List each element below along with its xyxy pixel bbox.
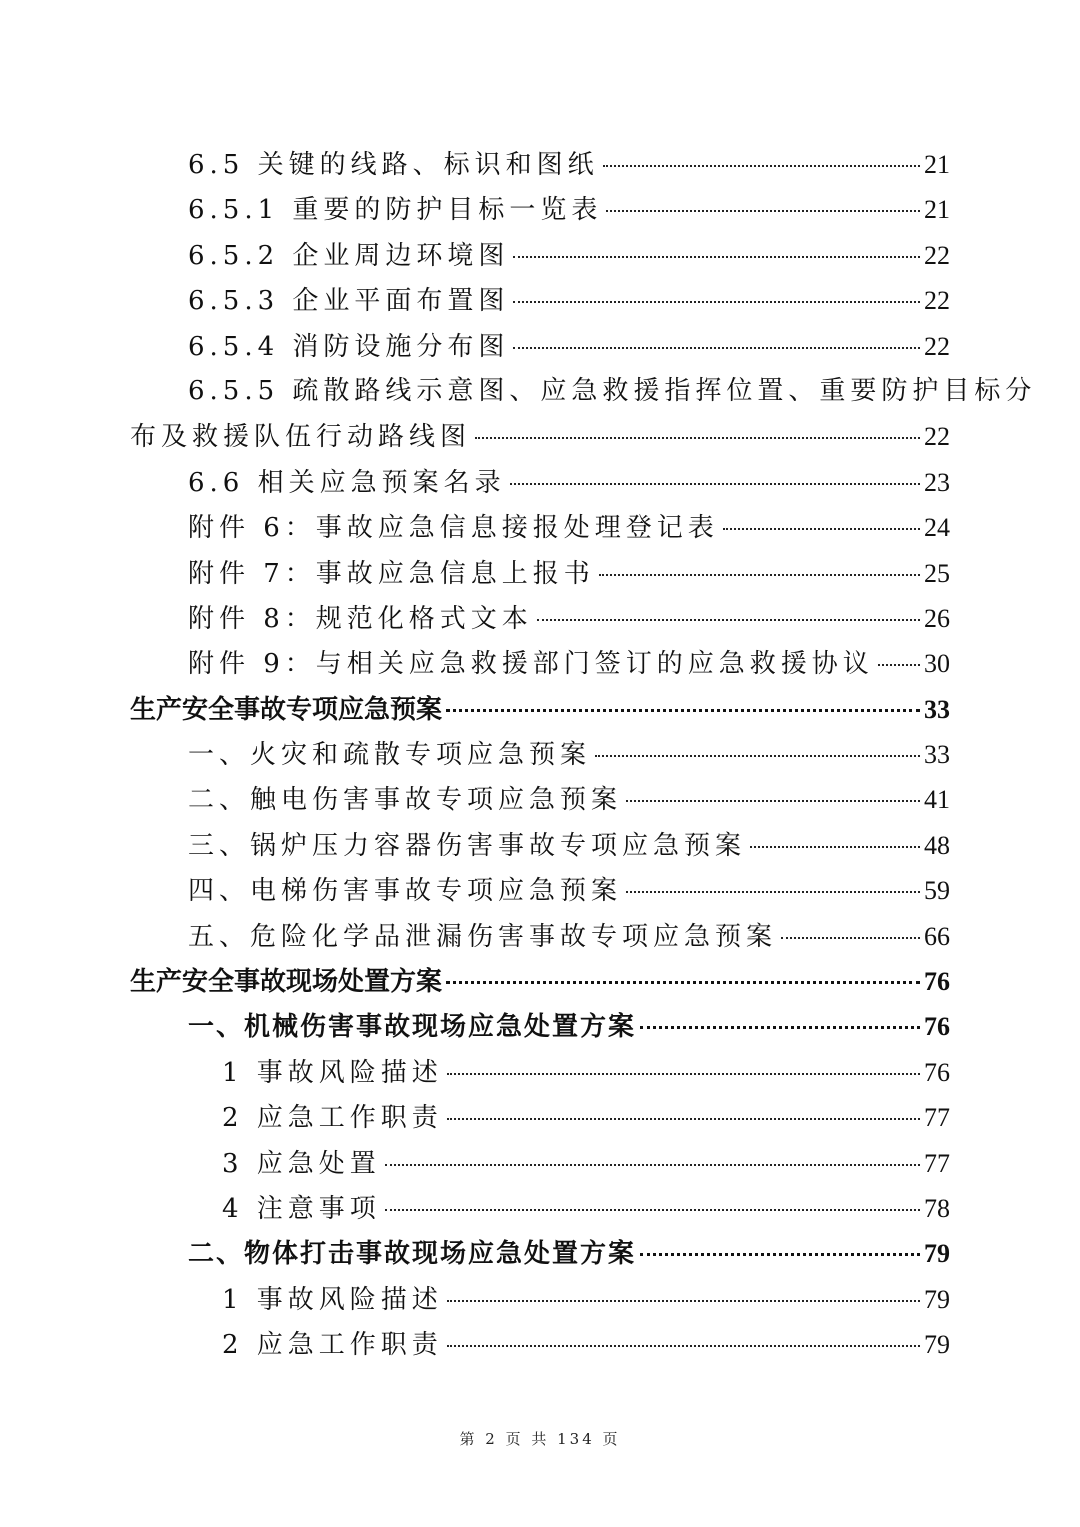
toc-entry-page-number: 59 (924, 876, 950, 906)
toc-entry-title: 二、物体打击事故现场应急处置方案 (188, 1239, 637, 1270)
toc-entry-title: 6.6 相关应急预案名录 (188, 467, 506, 498)
toc-dot-leader (603, 164, 920, 167)
toc-dot-leader (626, 799, 920, 802)
toc-entry-title: 生产安全事故专项应急预案 (130, 694, 443, 725)
toc-entry-page-number: 79 (924, 1330, 950, 1360)
toc-entry-page-number: 79 (924, 1239, 950, 1269)
toc-entry[interactable] (0, 369, 1080, 414)
toc-entry-title: 布及救援队伍行动路线图 (130, 422, 472, 453)
toc-entry-page-number: 21 (924, 195, 950, 225)
toc-entry-page-number: 22 (924, 286, 950, 316)
toc-dot-leader (626, 890, 920, 893)
toc-entry[interactable] (0, 1050, 1080, 1095)
toc-dot-leader (446, 980, 920, 984)
toc-dot-leader (447, 1072, 920, 1075)
toc-entry-page-number: 76 (924, 967, 950, 997)
toc-entry-title: 1 事故风险描述 (222, 1057, 443, 1088)
footer-current-page: 2 (485, 1430, 498, 1448)
toc-dot-leader (385, 1208, 920, 1211)
footer-total-pages: 134 (557, 1430, 595, 1448)
toc-dot-leader (513, 300, 920, 303)
toc-dot-leader (750, 845, 920, 848)
toc-entry[interactable] (0, 1186, 1080, 1231)
toc-entry-title: 四、电梯伤害事故专项应急预案 (188, 876, 623, 907)
toc-entry-title: 一、机械伤害事故现场应急处置方案 (188, 1012, 637, 1043)
footer-middle: 页 共 (505, 1430, 550, 1448)
toc-dot-leader (510, 482, 920, 485)
toc-entry[interactable] (0, 687, 1080, 732)
toc-dot-leader (878, 663, 920, 666)
toc-dot-leader (537, 618, 920, 621)
toc-entry-page-number: 33 (924, 740, 950, 770)
toc-entry-title: 3 应急处置 (222, 1148, 381, 1179)
toc-entry-title: 三、锅炉压力容器伤害事故专项应急预案 (188, 830, 747, 861)
toc-entry-page-number: 41 (924, 785, 950, 815)
toc-dot-leader (781, 936, 920, 939)
toc-entry-title: 6.5.5 疏散路线示意图、应急救援指挥位置、重要防护目标分 (188, 375, 1037, 406)
toc-entry[interactable] (0, 641, 1080, 686)
toc-dot-leader (447, 1344, 920, 1347)
toc-entry[interactable] (0, 187, 1080, 232)
toc-entry-page-number: 24 (924, 513, 950, 543)
footer-suffix: 页 (602, 1430, 621, 1448)
footer-prefix: 第 (459, 1430, 478, 1448)
toc-entry-title: 附件 9：与相关应急救援部门签订的应急救援协议 (188, 649, 874, 680)
toc-dot-leader (446, 708, 920, 712)
table-of-contents (0, 142, 1080, 1368)
toc-entry-page-number: 77 (924, 1148, 950, 1178)
toc-entry-page-number: 30 (924, 649, 950, 679)
toc-entry-page-number: 22 (924, 422, 950, 452)
toc-entry-page-number: 76 (924, 1057, 950, 1087)
toc-entry-title: 6.5.2 企业周边环境图 (188, 240, 510, 271)
toc-entry[interactable] (0, 1141, 1080, 1186)
toc-entry-page-number: 22 (924, 240, 950, 270)
toc-entry[interactable] (0, 233, 1080, 278)
toc-entry[interactable] (0, 414, 1080, 459)
toc-entry[interactable] (0, 1231, 1080, 1276)
toc-entry[interactable] (0, 1004, 1080, 1049)
toc-dot-leader (447, 1117, 920, 1120)
toc-dot-leader (595, 754, 920, 757)
toc-entry-page-number: 33 (924, 694, 950, 724)
toc-entry-title: 1 事故风险描述 (222, 1284, 443, 1315)
toc-dot-leader (513, 346, 920, 349)
toc-entry-page-number: 76 (924, 1012, 950, 1042)
toc-entry-page-number: 77 (924, 1103, 950, 1133)
toc-entry[interactable] (0, 460, 1080, 505)
toc-entry-page-number: 66 (924, 921, 950, 951)
toc-entry-title: 二、触电伤害事故专项应急预案 (188, 785, 623, 816)
toc-entry[interactable] (0, 142, 1080, 187)
toc-entry-page-number: 25 (924, 558, 950, 588)
toc-entry[interactable] (0, 732, 1080, 777)
page-footer (0, 1428, 1080, 1449)
toc-dot-leader (640, 1025, 920, 1029)
toc-entry-title: 五、危险化学品泄漏伤害事故专项应急预案 (188, 921, 778, 952)
toc-entry-title: 附件 7：事故应急信息上报书 (188, 558, 595, 589)
toc-entry[interactable] (0, 1277, 1080, 1322)
toc-entry-title: 6.5.4 消防设施分布图 (188, 331, 510, 362)
toc-entry[interactable] (0, 596, 1080, 641)
toc-dot-leader (447, 1299, 920, 1302)
toc-dot-leader (599, 573, 920, 576)
toc-entry-page-number: 21 (924, 150, 950, 179)
toc-entry-title: 4 注意事项 (222, 1193, 381, 1224)
toc-entry-title: 一、火灾和疏散专项应急预案 (188, 740, 592, 771)
toc-entry-page-number: 48 (924, 830, 950, 860)
toc-entry-page-number: 79 (924, 1284, 950, 1314)
toc-entry[interactable] (0, 1322, 1080, 1367)
toc-dot-leader (385, 1163, 920, 1166)
toc-entry[interactable] (0, 324, 1080, 369)
toc-dot-leader (513, 255, 920, 258)
toc-entry-title: 6.5.3 企业平面布置图 (188, 286, 510, 317)
toc-entry[interactable] (0, 551, 1080, 596)
toc-entry[interactable] (0, 823, 1080, 868)
toc-dot-leader (606, 209, 920, 212)
toc-dot-leader (640, 1252, 920, 1256)
toc-entry[interactable] (0, 777, 1080, 822)
toc-entry-title: 2 应急工作职责 (222, 1103, 443, 1134)
toc-entry-page-number: 22 (924, 331, 950, 361)
toc-entry[interactable] (0, 278, 1080, 323)
toc-entry[interactable] (0, 959, 1080, 1004)
toc-entry-title: 6.5 关键的线路、标识和图纸 (188, 150, 599, 180)
toc-entry-title: 生产安全事故现场处置方案 (130, 967, 443, 998)
toc-entry-title: 附件 8：规范化格式文本 (188, 603, 533, 634)
toc-entry-title: 6.5.1 重要的防护目标一览表 (188, 195, 603, 226)
toc-entry-title: 2 应急工作职责 (222, 1330, 443, 1361)
toc-entry[interactable] (0, 505, 1080, 550)
toc-entry-title: 附件 6：事故应急信息接报处理登记表 (188, 513, 719, 544)
toc-entry[interactable] (0, 868, 1080, 913)
toc-entry-page-number: 78 (924, 1193, 950, 1223)
toc-entry[interactable] (0, 914, 1080, 959)
toc-entry[interactable] (0, 1095, 1080, 1140)
toc-dot-leader (475, 436, 920, 439)
toc-dot-leader (723, 527, 920, 530)
toc-entry-page-number: 26 (924, 603, 950, 633)
toc-entry-page-number: 23 (924, 467, 950, 497)
